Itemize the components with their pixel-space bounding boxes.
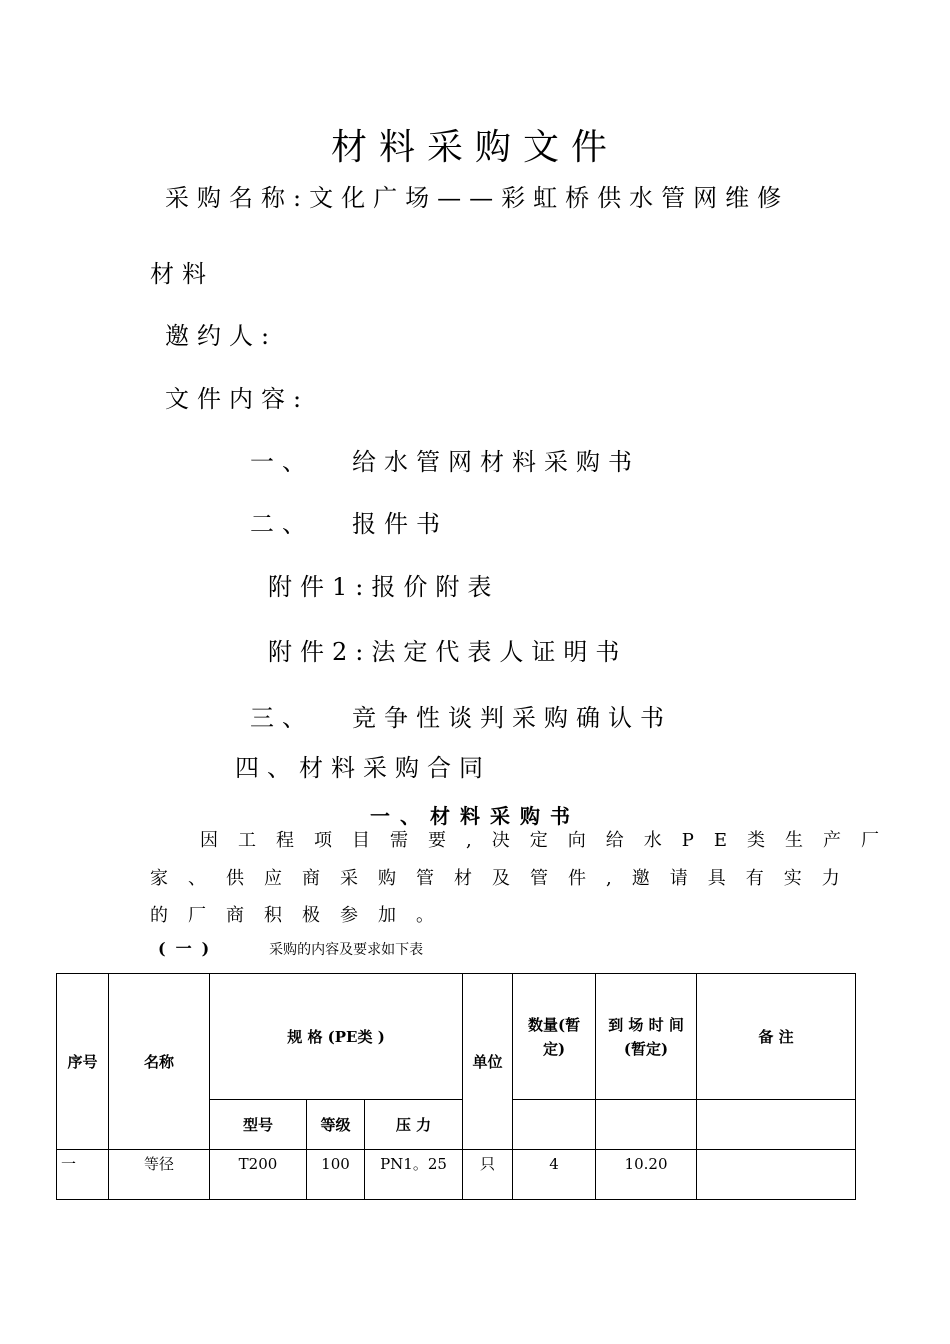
toc-item-4: 四、材料采购合同 <box>235 754 491 782</box>
header-arrival-empty <box>596 1100 697 1150</box>
subsection-heading <box>158 941 423 957</box>
inviter-label: 邀约人: <box>165 322 278 350</box>
paragraph-line-2: 家、供应商采购管材及管件,邀请具有实力 <box>150 868 860 889</box>
toc-item-3: 竞争性谈判采购确认书 <box>352 704 672 732</box>
cell-quantity: 4 <box>513 1150 596 1200</box>
subsection-number: (一) <box>158 939 220 958</box>
toc-item-2-number: 二、 <box>250 510 314 538</box>
toc-attachment-2: 附件2:法定代表人证明书 <box>268 638 628 666</box>
document-title: 材料采购文件 <box>330 127 619 168</box>
procurement-name-continued: 材料 <box>150 260 214 288</box>
header-unit: 单位 <box>463 974 513 1150</box>
procurement-name: 采购名称:文化广场——彩虹桥供水管网维修 <box>165 184 790 212</box>
paragraph-line-1: 因工程项目需要,决定向给水PE类生产厂 <box>200 830 899 851</box>
header-name: 名称 <box>109 974 210 1150</box>
header-quantity: 数量(暂定) <box>513 974 596 1100</box>
header-seq: 序号 <box>57 974 109 1150</box>
header-model: 型号 <box>210 1100 307 1150</box>
section-title: 一、材料采购书 <box>370 804 580 828</box>
cell-seq: 一 <box>57 1150 109 1200</box>
header-pressure: 压 力 <box>365 1100 463 1150</box>
table-row <box>57 1150 856 1200</box>
toc-item-3-number: 三、 <box>250 704 314 732</box>
cell-unit: 只 <box>463 1150 513 1200</box>
subsection-text: 采购的内容及要求如下表 <box>269 942 424 958</box>
paragraph-line-3: 的厂商积极参加。 <box>150 905 454 926</box>
toc-attachment-1: 附件1:报价附表 <box>268 573 500 601</box>
cell-model: T200 <box>210 1150 307 1200</box>
cell-remarks <box>697 1150 856 1200</box>
cell-grade: 100 <box>307 1150 365 1200</box>
cell-pressure: PN1。25 <box>365 1150 463 1200</box>
cell-name: 等径 <box>109 1150 210 1200</box>
cell-arrival-time: 10.20 <box>596 1150 697 1200</box>
header-arrival-time: 到 场 时 间 (暂定) <box>596 974 697 1100</box>
procurement-table <box>56 973 856 1200</box>
toc-item-1-number: 一、 <box>250 448 314 476</box>
toc-item-1: 给水管网材料采购书 <box>352 448 640 476</box>
header-quantity-empty <box>513 1100 596 1150</box>
table-header-row <box>57 974 856 1100</box>
toc-item-2: 报件书 <box>352 510 448 538</box>
header-remarks-empty <box>697 1100 856 1150</box>
header-spec: 规 格 (PE类 ) <box>210 974 463 1100</box>
header-grade: 等级 <box>307 1100 365 1150</box>
contents-label: 文件内容: <box>165 385 310 413</box>
header-remarks: 备 注 <box>697 974 856 1100</box>
